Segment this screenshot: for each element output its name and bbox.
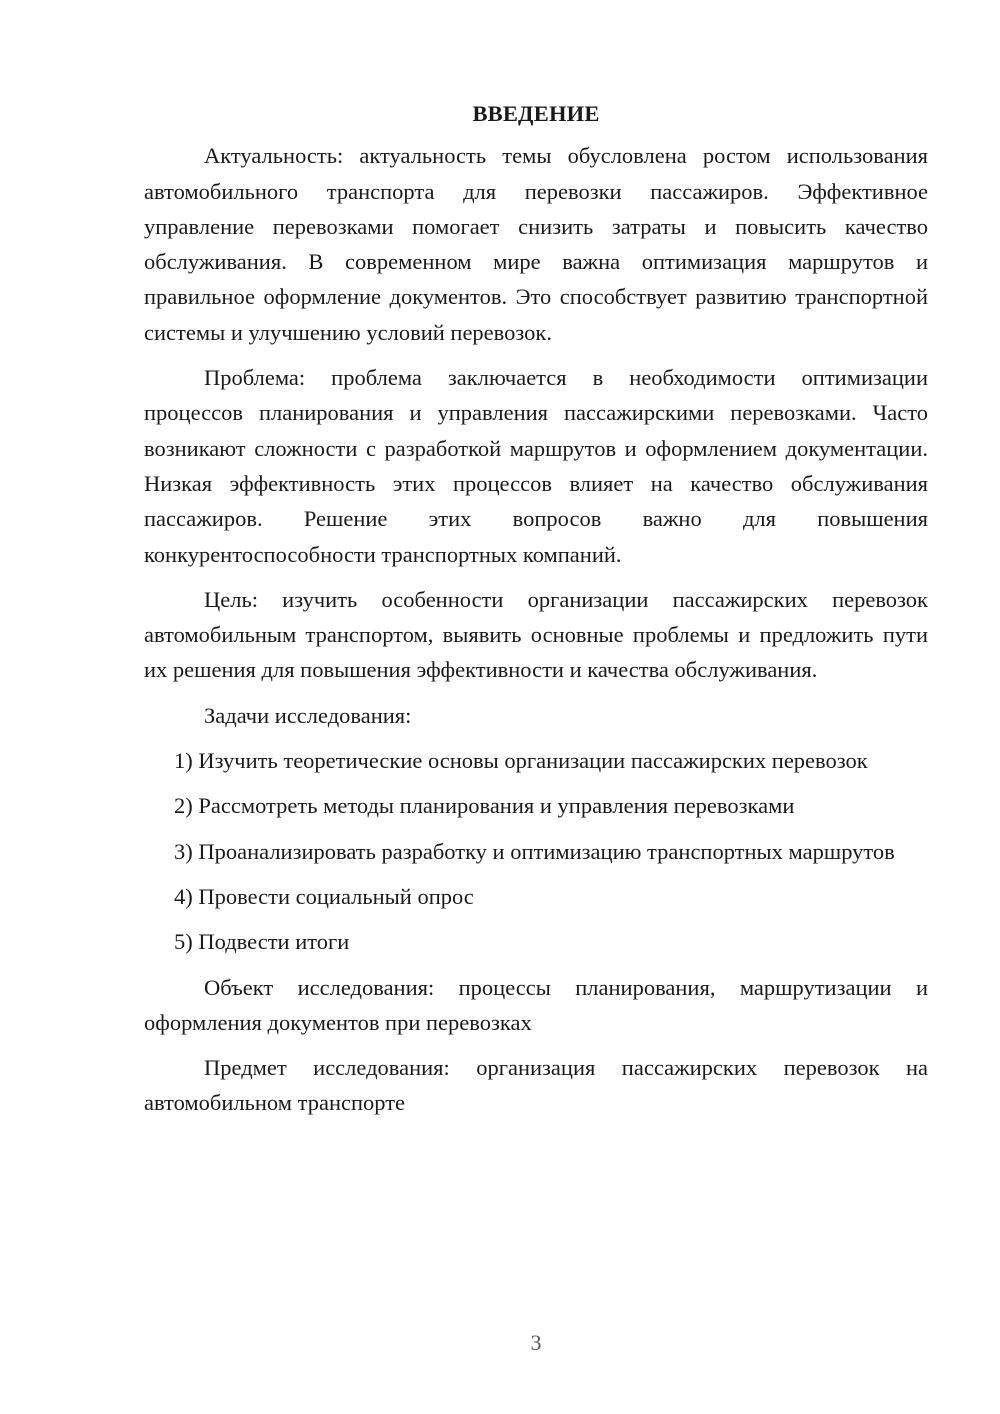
paragraph-subject: Предмет исследования: организация пассажирских перевозок на автомобильном транспорте xyxy=(144,1055,928,1116)
paragraph-object: Объект исследования: процессы планирования, маршрутизации и оформления документов при перевозках xyxy=(144,974,928,1035)
page-number: 3 xyxy=(530,1330,542,1355)
paragraph-relevance: Актуальность: актуальность темы обусловлена ростом использования автомобильного транспорта для перевозки пассажиров. Эффективное управление перевозками помогает снизить затраты и повысить качество обслуживания. В современном мире важна оптимизация маршрутов и правильное оформление документов. Это способствует развитию транспортной системы и улучшению условий перевозок. xyxy=(144,143,928,345)
list-item: 2) Рассмотреть методы планирования и управления перевозками xyxy=(174,793,795,819)
tasks-heading: Задачи исследования: xyxy=(204,702,412,728)
list-item: 1) Изучить теоретические основы организации пассажирских перевозок xyxy=(174,748,868,774)
list-item: 4) Провести социальный опрос xyxy=(174,883,474,909)
paragraph-goal: Цель: изучить особенности организации пассажирских перевозок автомобильным транспортом, выявить основные проблемы и предложить пути их решения для повышения эффективности и качества обслуживания. xyxy=(144,586,928,683)
section-heading: ВВЕДЕНИЕ xyxy=(472,101,600,126)
page-content xyxy=(144,96,928,1121)
list-item: 5) Подвести итоги xyxy=(174,929,350,955)
list-item: 3) Проанализировать разработку и оптимизацию транспортных маршрутов xyxy=(174,838,895,864)
tasks-list xyxy=(144,743,928,959)
paragraph-problem: Проблема: проблема заключается в необходимости оптимизации процессов планирования и управления пассажирскими перевозками. Часто возникают сложности с разработкой маршрутов и оформлением документации. Низкая эффективность этих процессов влияет на качество обслуживания пассажиров. Решение этих вопросов важно для повышения конкурентоспособности транспортных компаний. xyxy=(144,365,928,567)
